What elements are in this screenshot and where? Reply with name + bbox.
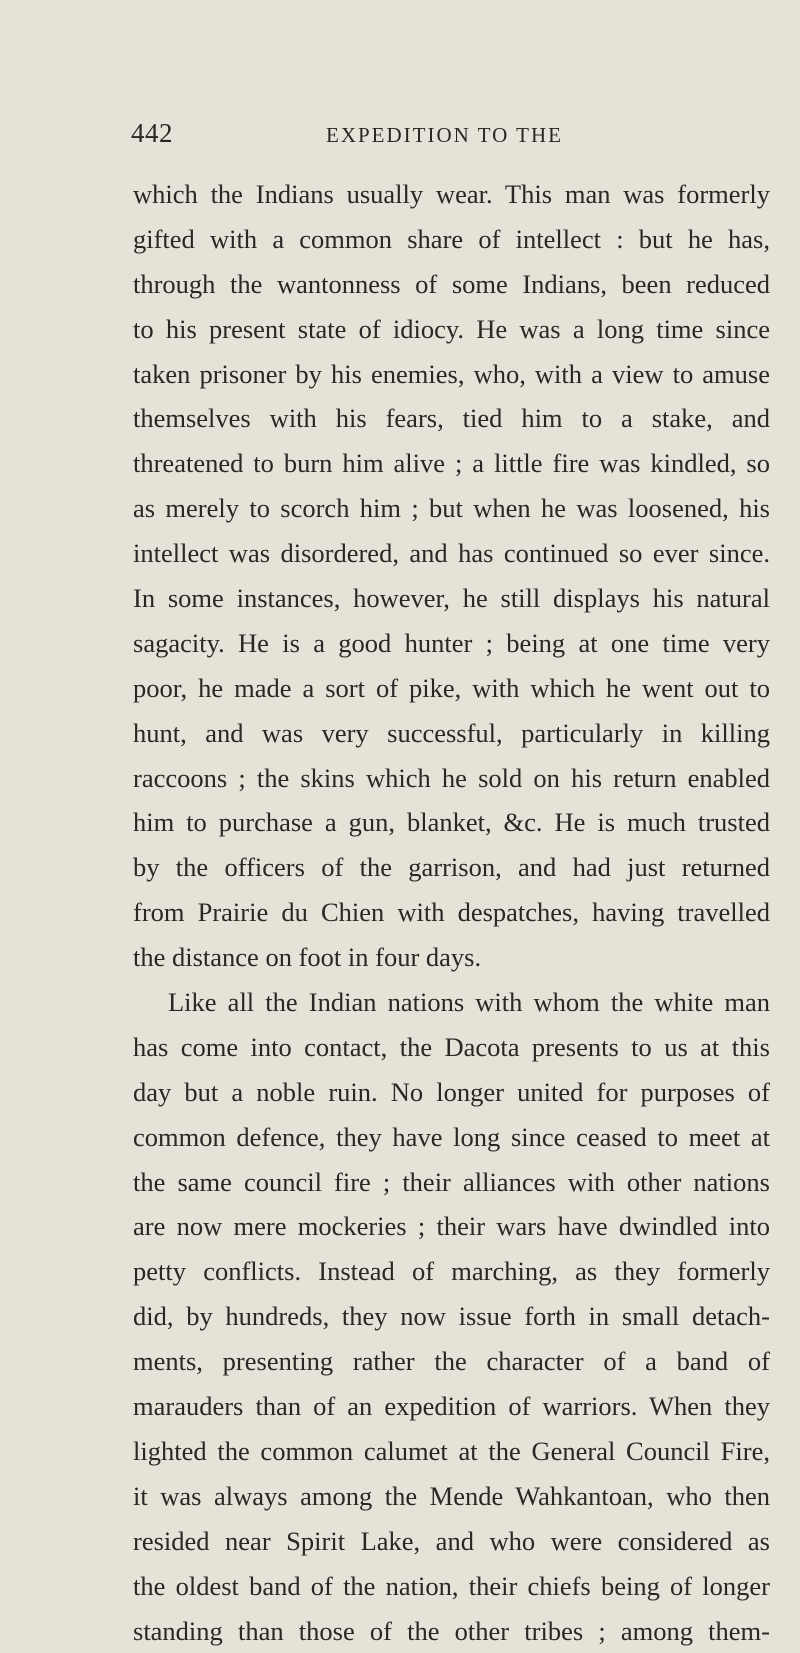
text-line: as merely to scorch him ; but when he was loosened, his [133, 486, 770, 531]
text-line: resided near Spirit Lake, and who were considered as [133, 1519, 770, 1564]
text-line: sagacity. He is a good hunter ; being at one time very [133, 621, 770, 666]
running-title: EXPEDITION TO THE [326, 123, 563, 148]
text-line: themselves with his fears, tied him to a stake, and [133, 396, 770, 441]
text-line: In some instances, however, he still displays his natural [133, 576, 770, 621]
running-head [131, 118, 771, 158]
text-line: the oldest band of the nation, their chiefs being of longer [133, 1564, 770, 1609]
text-line: it was always among the Mende Wahkantoan, who then [133, 1474, 770, 1519]
text-line: hunt, and was very successful, particularly in killing [133, 711, 770, 756]
text-line: standing than those of the other tribes ; among them- [133, 1609, 770, 1653]
text-line: gifted with a common share of intellect : but he has, [133, 217, 770, 262]
text-line: marauders than of an expedition of warriors. When they [133, 1384, 770, 1429]
text-line: to his present state of idiocy. He was a long time since [133, 307, 770, 352]
page-number: 442 [131, 118, 173, 149]
text-line: lighted the common calumet at the General Council Fire, [133, 1429, 770, 1474]
text-line: through the wantonness of some Indians, been reduced [133, 262, 770, 307]
paragraph-start-line: Like all the Indian nations with whom the white man [133, 980, 770, 1025]
text-line: are now mere mockeries ; their wars have dwindled into [133, 1204, 770, 1249]
text-line: day but a noble ruin. No longer united for purposes of [133, 1070, 770, 1115]
text-line: from Prairie du Chien with despatches, having travelled [133, 890, 770, 935]
paragraph-end-line: the distance on foot in four days. [133, 935, 770, 980]
text-line: threatened to burn him alive ; a little fire was kindled, so [133, 441, 770, 486]
text-line: raccoons ; the skins which he sold on his return enabled [133, 756, 770, 801]
text-line: which the Indians usually wear. This man was formerly [133, 172, 770, 217]
text-line: taken prisoner by his enemies, who, with a view to amuse [133, 352, 770, 397]
text-line: petty conflicts. Instead of marching, as they formerly [133, 1249, 770, 1294]
text-line: common defence, they have long since ceased to meet at [133, 1115, 770, 1160]
text-line: poor, he made a sort of pike, with which he went out to [133, 666, 770, 711]
text-line: has come into contact, the Dacota presents to us at this [133, 1025, 770, 1070]
text-line: ments, presenting rather the character of a band of [133, 1339, 770, 1384]
text-line: him to purchase a gun, blanket, &c. He is much trusted [133, 800, 770, 845]
text-line: intellect was disordered, and has continued so ever since. [133, 531, 770, 576]
text-line: by the officers of the garrison, and had just returned [133, 845, 770, 890]
text-line: did, by hundreds, they now issue forth in small detach- [133, 1294, 770, 1339]
text-line: the same council fire ; their alliances with other nations [133, 1160, 770, 1205]
